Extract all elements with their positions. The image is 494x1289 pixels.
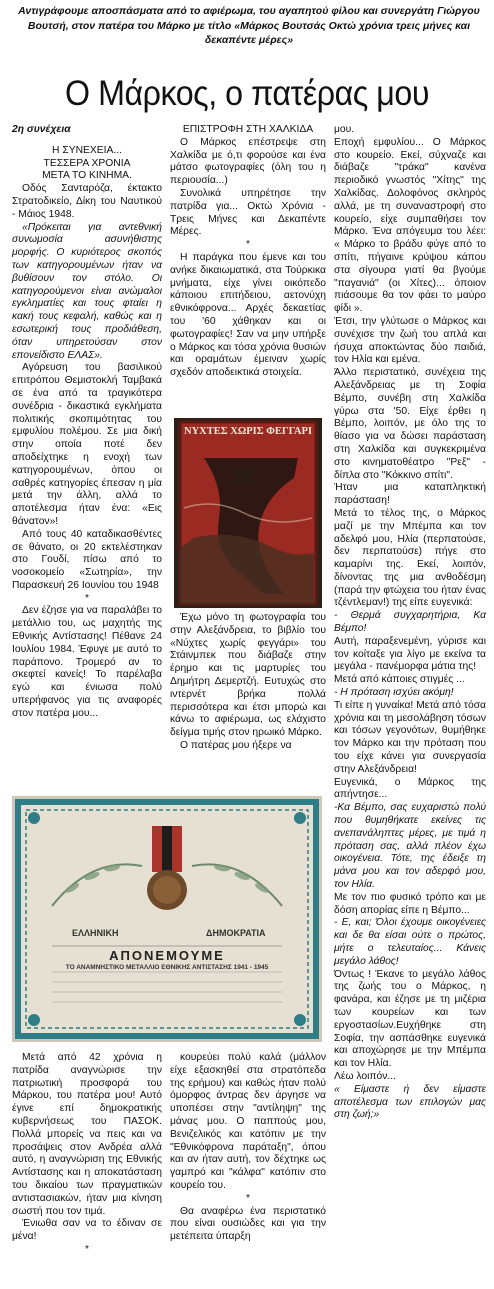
paragraph: Ο Μάρκος επέστρεψε στη Χαλκίδα με ό,τι φορούσε και ένα μάτσο φωτογραφίες (όλη του η περιουσία...): [170, 136, 326, 187]
subheading-line: Η ΣΥΝΕΧΕΙΑ...: [52, 144, 122, 156]
paragraph: Δεν έζησε για να παραλάβει το μετάλλιο του, ως μαχητής της Εθνικής Αντίστασης! Πέθανε 24 Ιουλίου 1984. Έφυγε με αυτό το παράπονο. Τρομερό αν το σκεφτεί κανείς! Το παρέλαβα εγώ και ένιωσα πολύ υπερήφανος για τις αναφορές στον πατέρα μου...: [12, 605, 162, 719]
paragraph: Συνολικά υπηρέτησε την πατρίδα για... Οκτώ Χρόνια - Τρεις Μήνες και Δεκαπέντε Μέρες.: [170, 187, 326, 238]
diploma-subtitle: ΤΟ ΑΝΑΜΝΗΣΤΙΚΟ ΜΕΤΑΛΛΙΟ ΕΘΝΙΚΗΣ ΑΝΤΙΣΤΑΣΗΣ 1941 - 1945: [65, 964, 269, 971]
separator-star: *: [245, 239, 250, 251]
dialogue-line: - Η πρόταση ισχύει ακόμη!: [334, 687, 454, 699]
paragraph: Ο πατέρας μου ήξερε να: [180, 739, 292, 751]
paragraph: μου.: [334, 124, 355, 135]
paragraph: κουρεύει πολύ καλά (μάλλον είχε εξασκηθεί στα στρατόπεδα της ερήμου) και καθώς ήταν πολύ όμορφος άντρας δεν άργησε να υποπέσει στην "αντίληψη" της μάνας μου. Ο παππούς μου, Βενιζελικός και κατόπιν με την "Εθνικόφρονα παράταξη", όπου και αν ήταν αυτή, τον δέχτηκε ως γαμπρό και "κάλφα" κατόπιν στο κουρείο του.: [170, 1052, 326, 1191]
article-column-2: [170, 124, 326, 380]
book-cover-title: ΝΥΧΤΕΣ ΧΩΡΙΣ ΦΕΓΓΑΡΙ: [184, 426, 312, 437]
paragraph: Θα αναφέρω ένα περιστατικό που είναι ουσιώδες και για την μετέπειτα ύπαρξη: [170, 1205, 326, 1243]
paragraph: Μετά από κάποιες στιγμές ...: [334, 674, 465, 686]
article-column-bottom-1: [12, 1052, 162, 1257]
paragraph: Η παράγκα που έμενε και του ανήκε δικαιωματικά, στα Τούρκικα μνήματα, είχε γίνει οικόπεδο κάποιου επιτήδειου, αετονύχη εθνικόφρονα... Αρχές δεκαετίας του '60 χάθηκαν και οι φωτογραφίες! Σαν να μην υπήρξε ο Μάρκος και τόσα χρόνια θυσιών και οραμάτων έμειναν χωρίς σχεδόν αποδεικτικά στοιχεία.: [170, 251, 326, 379]
paragraph: Ήταν μια καταπληκτική παράσταση!: [334, 482, 486, 507]
dialogue-line: - Θερμά συγχαρητήρια, Κα Βέμπο!: [334, 610, 486, 635]
intro-text: Αντιγράφουμε αποσπάσματα από το αφιέρωμα, του αγαπητού φίλου και συνεργάτη Γιώργου Βουτσή, στον πατέρα του Μάρκο με τίτλο «Μάρκος Βουτσάς Οκτώ χρόνια τρεις μήνες και δεκαπέντε μέρες»: [18, 5, 480, 46]
article-column-2-lower: [170, 612, 326, 753]
paragraph: Ευγενικά, ο Μάρκος της απήντησε...: [334, 776, 486, 801]
paragraph: Αγόρευση του βασιλικού επιτρόπου Θεμιστοκλή Ταμβακά σε ένα από τα τραγικότερα συνέδρια - δικαστικά εγκλήματα πολιτικής σκοπιμότητας του εμφυλίου πολέμου. Σε μια δική στην οποία ποτέ δεν αποδείχτηκε η ενοχή των κατηγορουμένων, όπου οι σαθρές κατηγορίες έπεσαν η μία μετά την άλλη, αλλά το αποτέλεσμα ήταν ένα: «Εις θάνατον»!: [12, 362, 162, 527]
dialogue-line: -Κα Βέμπο, σας ευχαριστώ πολύ που θυμηθήκατε εκείνες τις ανεπανάληπτες μέρες, με τιμά η πρόταση σας, αλλά πλέον έχω οικογένεια. Τότε, της έδειξε τη μάνα μου και τον αδερφό μου, τον Ηλία.: [334, 802, 486, 891]
page-title: Ο Μάρκος, ο πατέρας μου: [65, 74, 429, 113]
article-column-1: [12, 124, 162, 721]
medal-diploma-photo: [12, 796, 322, 1042]
paragraph: Τι είπε η γυναίκα! Μετά από τόσα χρόνια και τη μεσολάβηση τόσων και τόσων γεγονότων, θυμήθηκε τον Μάρκο και την πρόταση που του είχε κάνει για συνεργασία στην Αλεξάνδρεια!: [334, 699, 486, 775]
article-column-bottom-2: [170, 1052, 326, 1244]
diploma-illustration: [12, 796, 322, 1042]
paragraph: Οδός Σανταρόζα, έκτακτο Στρατοδικείο, Δίκη του Ναυτικού - Μάιος 1948.: [12, 183, 162, 220]
paragraph: Έχω μόνο τη φωτογραφία του στην Αλεξάνδρεια, το βιβλίο του «Νύχτες χωρίς φεγγάρι» του Στάινμπεκ που διάβαζε στην έρημο και τις μαρτυρίες του Δημήτρη Δεμερτζή. Ευτυχώς στο ιντερνέτ βρήκα πολλά περισσότερα και έτσι μπορώ και κάνω το αφιέρωμα, ως ελάχιστο δείγμα τιμής στον ηρωικό Μάρκο.: [170, 612, 326, 739]
diploma-title: ΑΠΟΝΕΜΟΥΜΕ: [109, 948, 225, 963]
paragraph: Ένιωθα σαν να το έδιναν σε μένα!: [12, 1218, 162, 1243]
paragraph: Λέω λοιπόν...: [334, 1070, 396, 1082]
dialogue-line: - Ε, και; Όλοι έχουμε οικογένειες και δε θα είσαι ούτε ο πρώτος, μήτε ο τελευταίος... Κάνεις μεγάλο λάθος!: [334, 917, 486, 967]
paragraph: Αυτή, παραξενεμένη, γύρισε και τον κοίταξε για λίγο με εκείνα τα μεγάλα - πανέμορφα μάτια της!: [334, 635, 486, 673]
diploma-left-header: ΕΛΛΗΝΙΚΗ: [72, 928, 119, 938]
article-column-3: [334, 124, 486, 1122]
paragraph: Μετά το τέλος της, ο Μάρκος μαζί με την Μπέμπα και τον αδελφό μου, Ηλία (περπατούσε, δεν περπατούσε) πήγε στο καμαρίνι της. Εκεί, λοιπόν, δίνοντας της μια ανθοδέσμη (παρά την φτώχεια του ήταν ένας τζέντλεμαν!) της είπε ευγενικά:: [334, 507, 486, 609]
quote-paragraph: «Πρόκειται για αντεθνική συνωμοσία ασυνήθιστης μορφής. Ο κυριότερος σκοπός των κατηγορουμένων ήταν να βυθίσουν τον στόλο. Οι κατηγορούμενοι είναι ανώμαλοι εγκληματίες και τους φταίει η κακή τους κεφαλή, καθώς και η εσωτερική τους προδιάθεση, όταν υπηρετούσαν στον επονείδιστο ΕΛΑΣ».: [12, 221, 162, 361]
paragraph: Με τον πιο φυσικό τρόπο και με δόση απορίας είπε η Βέμπο...: [334, 891, 486, 916]
paragraph: Από τους 40 καταδικασθέντες σε θάνατο, οι 20 εκτελέστηκαν στο Γουδί, πίσω από το νοσοκομείο «Σωτηρία», την Παρασκευή 26 Ιουνίου του 1948: [12, 528, 162, 591]
paragraph: Όντως ! Έκανε το μεγάλο λάθος της ζωής του ο Μάρκος, η φανάρα, και έζησε με τη μιζέρια των κουρείων και των εργοστασίων.Ευχήθηκε στη Σοφία, την ασπάσθηκε ευγενικά και αποχώρησε με την Μπέμπα και τον Ηλία.: [334, 968, 486, 1070]
quote-line: « Είμαστε ή δεν είμαστε αποτέλεσμα των επιλογών μας στη ζωή;»: [334, 1083, 486, 1121]
separator-star: *: [84, 1243, 89, 1255]
separator-star: *: [84, 592, 89, 604]
subheading: ΕΠΙΣΤΡΟΦΗ ΣΤΗ ΧΑΛΚΙΔΑ: [182, 124, 314, 135]
subheading-line: ΤΕΣΣΕΡΑ ΧΡΟΝΙΑ: [43, 157, 131, 169]
section-label: 2η συνέχεια: [12, 124, 71, 135]
paragraph: Άλλο περιστατικό, συνέχεια της Αλεξάνδρειας με τη Σοφία Βέμπο, συνέβη στη Χαλκίδα γύρω στα '50. Είχε έρθει η Βέμπο, λοιπόν, με όλο της το θίασο για να δώσει παράσταση στη Χαλκίδα και συγκεκριμένα στο κινηματοθέατρο "Ρεξ" - δίπλα στο "Κόκκινο σπίτι".: [334, 367, 486, 481]
paragraph: Εποχή εμφυλίου... Ο Μάρκος στο κουρείο. Εκεί, σύχναζε και διάβαζε "τράκα" κανένα περιοδικό γνωστός "Χίτης" της Χαλκίδας. Δολοφόνος σκληρός αλλά, με τη συναναστροφή στο κουρείο, είχε συμπαθήσει τον Μάρκο. Ένα απόγευμα του λέει: « Μάρκο το βράδυ φύγε από το σπίτι, πήγαινε κρύψου κάπου στα σίγουρα γιατί θα βγούμε "παγανιά" (οι Χίτες)... όποιον πιάσουμε θα τον φάει το μαύρο φίδι ».: [334, 136, 486, 315]
paragraph: Έτσι, την γλύτωσε ο Μάρκος και συνέχισε την ζωή του απλά και ήσυχα αποκτώντας δύο παιδιά, τον Ηλία και εμένα.: [334, 315, 486, 366]
subheading-line: ΜΕΤΑ ΤΟ ΚΙΝΗΜΑ.: [42, 170, 132, 182]
diploma-right-header: ΔΗΜΟΚΡΑΤΙΑ: [206, 928, 266, 938]
book-cover-photo: [174, 418, 322, 608]
separator-star: *: [245, 1192, 250, 1204]
book-cover-illustration: [174, 418, 322, 608]
paragraph: Μετά από 42 χρόνια η πατρίδα αναγνώρισε την πατριωτική προσφορά του Μάρκου, του πατέρα μου! Αυτό έγινε επί δημοκρατικής κυβερνήσεως του ΠΑΣΟΚ. Πολλά μπορείς να πεις και να προσάψεις στον Ανδρέα αλλά αυτό, η αναγνώριση της Εθνικής Αντίστασης και η αποκατάσταση του δικαίου των πραγματικών αντιστασιακών, ήταν μια κίνηση σωστή που τον τιμά.: [12, 1052, 162, 1217]
